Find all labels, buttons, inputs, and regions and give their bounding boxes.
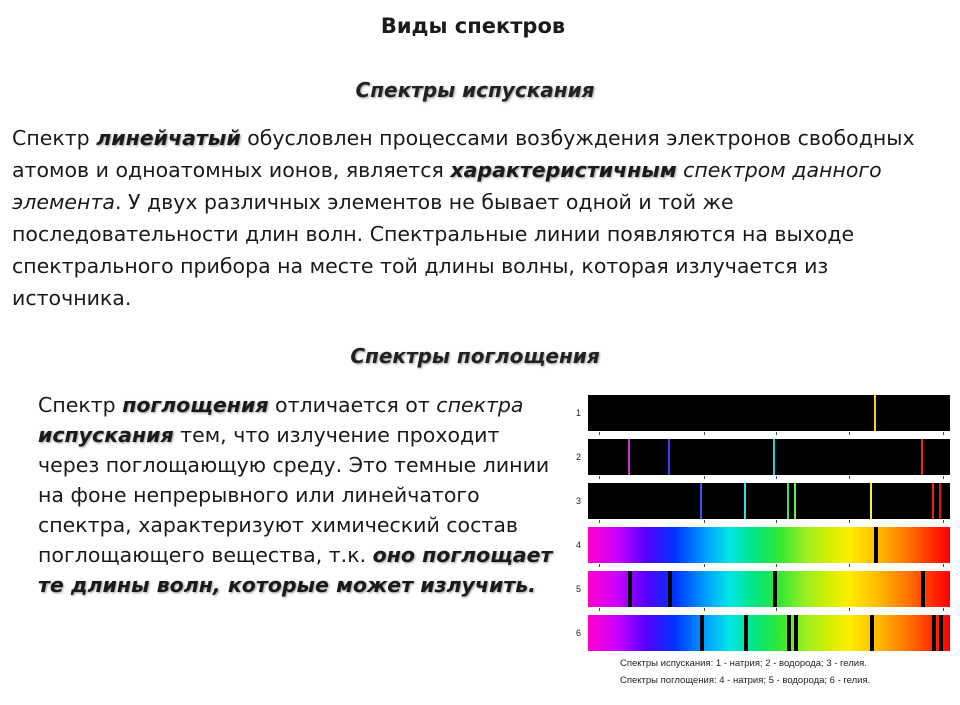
spectral-line [787,615,791,651]
spectral-line [773,439,775,475]
para1-run: обусловлен процессами возбуждения электронов свободных атомов и одноатомных ионов, является [12,126,915,182]
emission-paragraph [12,122,947,314]
para1-run: спектром данного элемента [12,158,882,214]
para2-run: тем, что излучение проходит через поглощающую среду. Это темные линии на фоне непрерывного или линейчатого спектра, характеризуют химический состав поглощающего вещества, т.к. [38,423,550,567]
scale-ticks [588,476,950,479]
spectrum-number: 3 [576,496,582,506]
para2-run: спектра [436,393,524,417]
spectral-line [668,439,670,475]
spectral-line [932,483,934,519]
spectrum-number: 5 [576,584,582,594]
spectrum-number: 4 [576,540,582,550]
absorption-heading: Спектры поглощения [350,344,600,368]
spectral-line [744,483,746,519]
spectral-line [921,439,923,475]
para1-run: Спектр [12,126,97,150]
spectrum-strip-1 [588,395,950,431]
spectral-line [921,571,925,607]
spectrum-number: 1 [576,408,582,418]
spectral-line [939,483,941,519]
scale-ticks [588,432,950,435]
emission-heading: Спектры испускания [355,78,595,102]
spectral-line [874,527,878,563]
spectrum-strip-2 [588,439,950,475]
spectral-line [794,483,796,519]
scale-ticks [588,564,950,567]
spectra-figure [570,392,955,692]
spectral-line [700,483,702,519]
figure-caption-emission: Спектры испускания: 1 - натрия; 2 - водорода; 3 - гелия. [620,658,867,669]
spectral-line [932,615,936,651]
para2-run: отличается от [268,393,437,417]
spectrum-number: 2 [576,452,582,462]
spectral-line [870,483,872,519]
absorption-paragraph [38,390,558,600]
spectral-line [787,483,789,519]
spectral-line [874,395,876,431]
para2-run: поглощения [122,393,269,417]
slide-title: Виды спектров [380,14,566,38]
figure-caption-absorption: Спектры поглощения: 4 - натрия; 5 - водорода; 6 - гелия. [620,675,871,686]
spectrum-strip-6 [588,615,950,651]
para2-run: испускания [38,423,174,447]
scale-ticks [588,520,950,523]
scale-ticks [588,608,950,611]
spectral-line [668,571,672,607]
para1-run: линейчатый [96,126,241,150]
para1-run: характеристичным [450,158,677,182]
spectral-line [628,571,632,607]
spectral-line [773,571,777,607]
spectral-line [628,439,630,475]
spectral-line [939,615,943,651]
spectral-line [700,615,704,651]
para2-run: Спектр [38,393,123,417]
para1-run: . У двух различных элементов не бывает одной и той же последовательности длин волн. Спектральные линии появляются на выходе спектрального прибора на месте той длины волны, которая излучается из источника. [12,190,855,310]
spectral-line [794,615,798,651]
spectrum-strip-5 [588,571,950,607]
spectrum-strip-4 [588,527,950,563]
spectral-line [870,615,874,651]
spectral-line [744,615,748,651]
para2-run: оно поглощает те длины волн, которые может излучить. [38,543,553,597]
spectrum-number: 6 [576,628,582,638]
spectrum-strip-3 [588,483,950,519]
